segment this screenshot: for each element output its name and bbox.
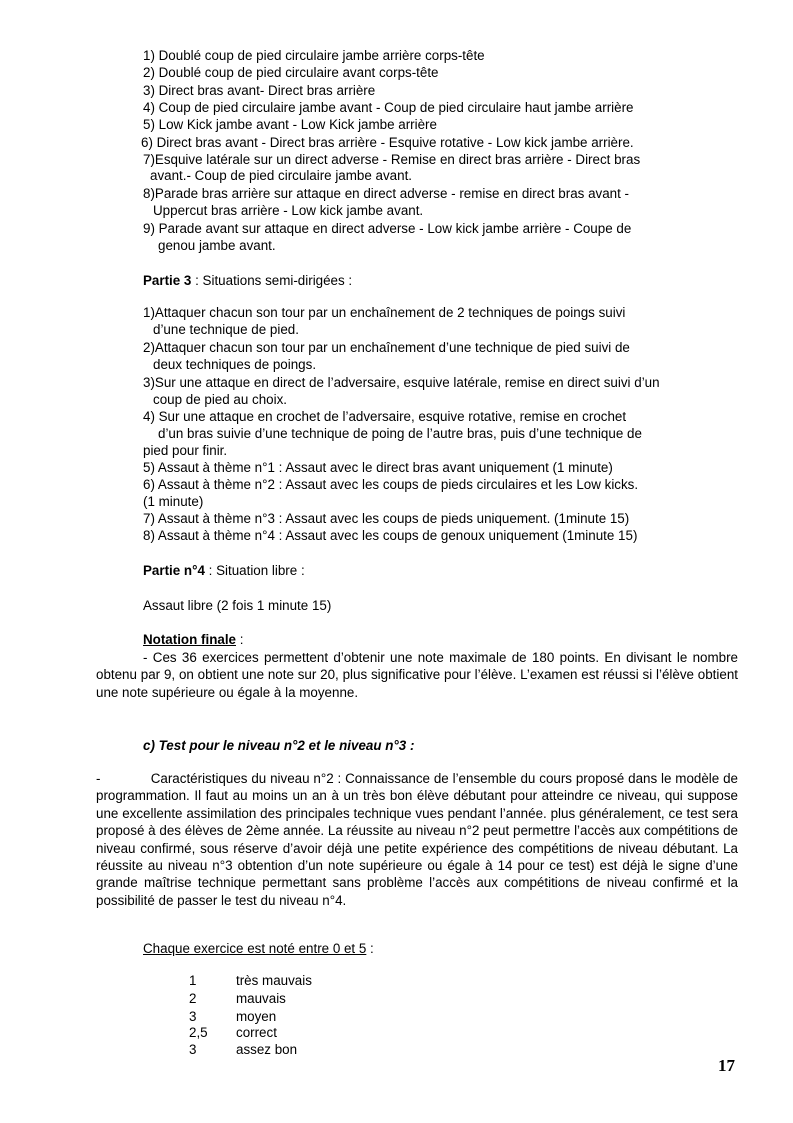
partie3-heading [143,272,352,289]
grading-heading [143,940,374,957]
grading-score: 3 [189,1009,197,1024]
partie3-title: Partie 3 [143,273,192,288]
grading-label: assez bon [236,1042,298,1057]
grading-score: 2,5 [189,1025,208,1040]
exercise-line: 7)Esquive latérale sur un direct adverse - Remise en direct bras arrière - Direct bras [143,152,641,167]
grading-score: 1 [189,973,197,988]
partie4-text: Assaut libre (2 fois 1 minute 15) [143,598,332,613]
partie3-line: deux techniques de poings. [153,357,317,372]
partie3-line: 2)Attaquer chacun son tour par un enchaînement d’une technique de pied suivi de [143,340,630,355]
partie3-line: d’un bras suivie d’une technique de poing de l’autre bras, puis d’une technique de [158,426,642,441]
exercise-line: 2) Doublé coup de pied circulaire avant corps-tête [143,65,439,80]
grading-score: 2 [189,991,197,1006]
grading-title: Chaque exercice est noté entre 0 et 5 [143,941,367,956]
partie3-line: coup de pied au choix. [153,392,288,407]
exercise-line: 1) Doublé coup de pied circulaire jambe arrière corps-tête [143,48,485,63]
notation-colon: : [236,632,244,647]
exercise-line: avant.- Coup de pied circulaire jambe avant. [150,168,413,183]
partie3-line: pied pour finir. [143,443,228,458]
partie3-line: 7) Assaut à thème n°3 : Assaut avec les coups de pieds uniquement. (1minute 15) [143,511,630,526]
notation-heading [143,631,243,648]
partie3-line: 1)Attaquer chacun son tour par un enchaînement de 2 techniques de poings suivi [143,305,626,320]
grading-row [189,972,312,989]
exercise-line: 4) Coup de pied circulaire jambe avant - Coup de pied circulaire haut jambe arrière [143,100,634,115]
exercise-line: 5) Low Kick jambe avant - Low Kick jambe arrière [143,117,437,132]
exercise-line: 6) Direct bras avant - Direct bras arrière - Esquive rotative - Low kick jambe arrière. [141,135,634,150]
partie3-subtitle: : Situations semi-dirigées : [191,273,353,288]
partie3-line: 5) Assaut à thème n°1 : Assaut avec le direct bras avant uniquement (1 minute) [143,460,613,475]
exercise-line: Uppercut bras arrière - Low kick jambe avant. [153,203,424,218]
grading-label: moyen [236,1009,277,1024]
grading-row [189,990,286,1007]
grading-label: correct [236,1025,277,1040]
grading-label: très mauvais [236,973,312,988]
exercise-line: 3) Direct bras avant- Direct bras arrière [143,83,376,98]
partie3-line: 4) Sur une attaque en crochet de l’adversaire, esquive rotative, remise en crochet [143,409,627,424]
partie3-line: 6) Assaut à thème n°2 : Assaut avec les coups de pieds circulaires et les Low kicks. [143,477,639,492]
grading-row [189,1041,297,1058]
partie3-line: 3)Sur une attaque en direct de l’adversaire, esquive latérale, remise en direct suivi d’un [143,375,660,390]
partie3-line: d’une technique de pied. [153,322,299,337]
notation-title: Notation finale [143,632,236,647]
grading-colon: : [366,941,374,956]
section-c-title: c) Test pour le niveau n°2 et le niveau n°3 : [143,738,415,753]
exercise-line: 8)Parade bras arrière sur attaque en direct adverse - remise en direct bras avant - [143,186,630,201]
exercise-line: 9) Parade avant sur attaque en direct adverse - Low kick jambe arrière - Coupe de [143,221,632,236]
grading-score: 3 [189,1042,197,1057]
grading-label: mauvais [236,991,286,1006]
notation-paragraph: - Ces 36 exercices permettent d’obtenir une note maximale de 180 points. En divisant le nombre obtenu par 9, on obtient une note sur 20, plus significative pour l’élève. L’examen est réussi si l’élève obtient une note supérieure ou égale à la moyenne. [96,650,738,700]
page-number: 17 [718,1056,735,1075]
partie4-subtitle: : Situation libre : [204,563,305,578]
section-c-paragraph: - Caractéristiques du niveau n°2 : Connaissance de l’ensemble du cours proposé dans le modèle de programmation. Il faut au moins un an à un très bon élève débutant pour atteindre ce niveau, qui suppose une excellente assimilation des principales technique vues pendant l’année. plus généralement, ce test sera proposé à des élèves de 2ème année. La réussite au niveau n°2 peut permettre l’accès aux compétitions de niveau confirmé, sous réserve d’avoir déjà une petite expérience des compétitions de niveau débutant. La réussite au niveau n°3 obtention d’un note supérieure ou égale à 14 pour ce test) est déjà le signe d’une grande maîtrise technique permettant sans problème l’accès aux compétitions de niveau confirmé et la possibilité de passer le test du niveau n°4. [96,771,742,908]
partie4-heading [143,562,305,579]
grading-row [189,1024,277,1041]
exercise-line: genou jambe avant. [158,238,276,253]
grading-row [189,1008,276,1025]
partie3-line: 8) Assaut à thème n°4 : Assaut avec les coups de genoux uniquement (1minute 15) [143,528,638,543]
partie3-line: (1 minute) [143,494,204,509]
partie4-title: Partie n°4 [143,563,205,578]
